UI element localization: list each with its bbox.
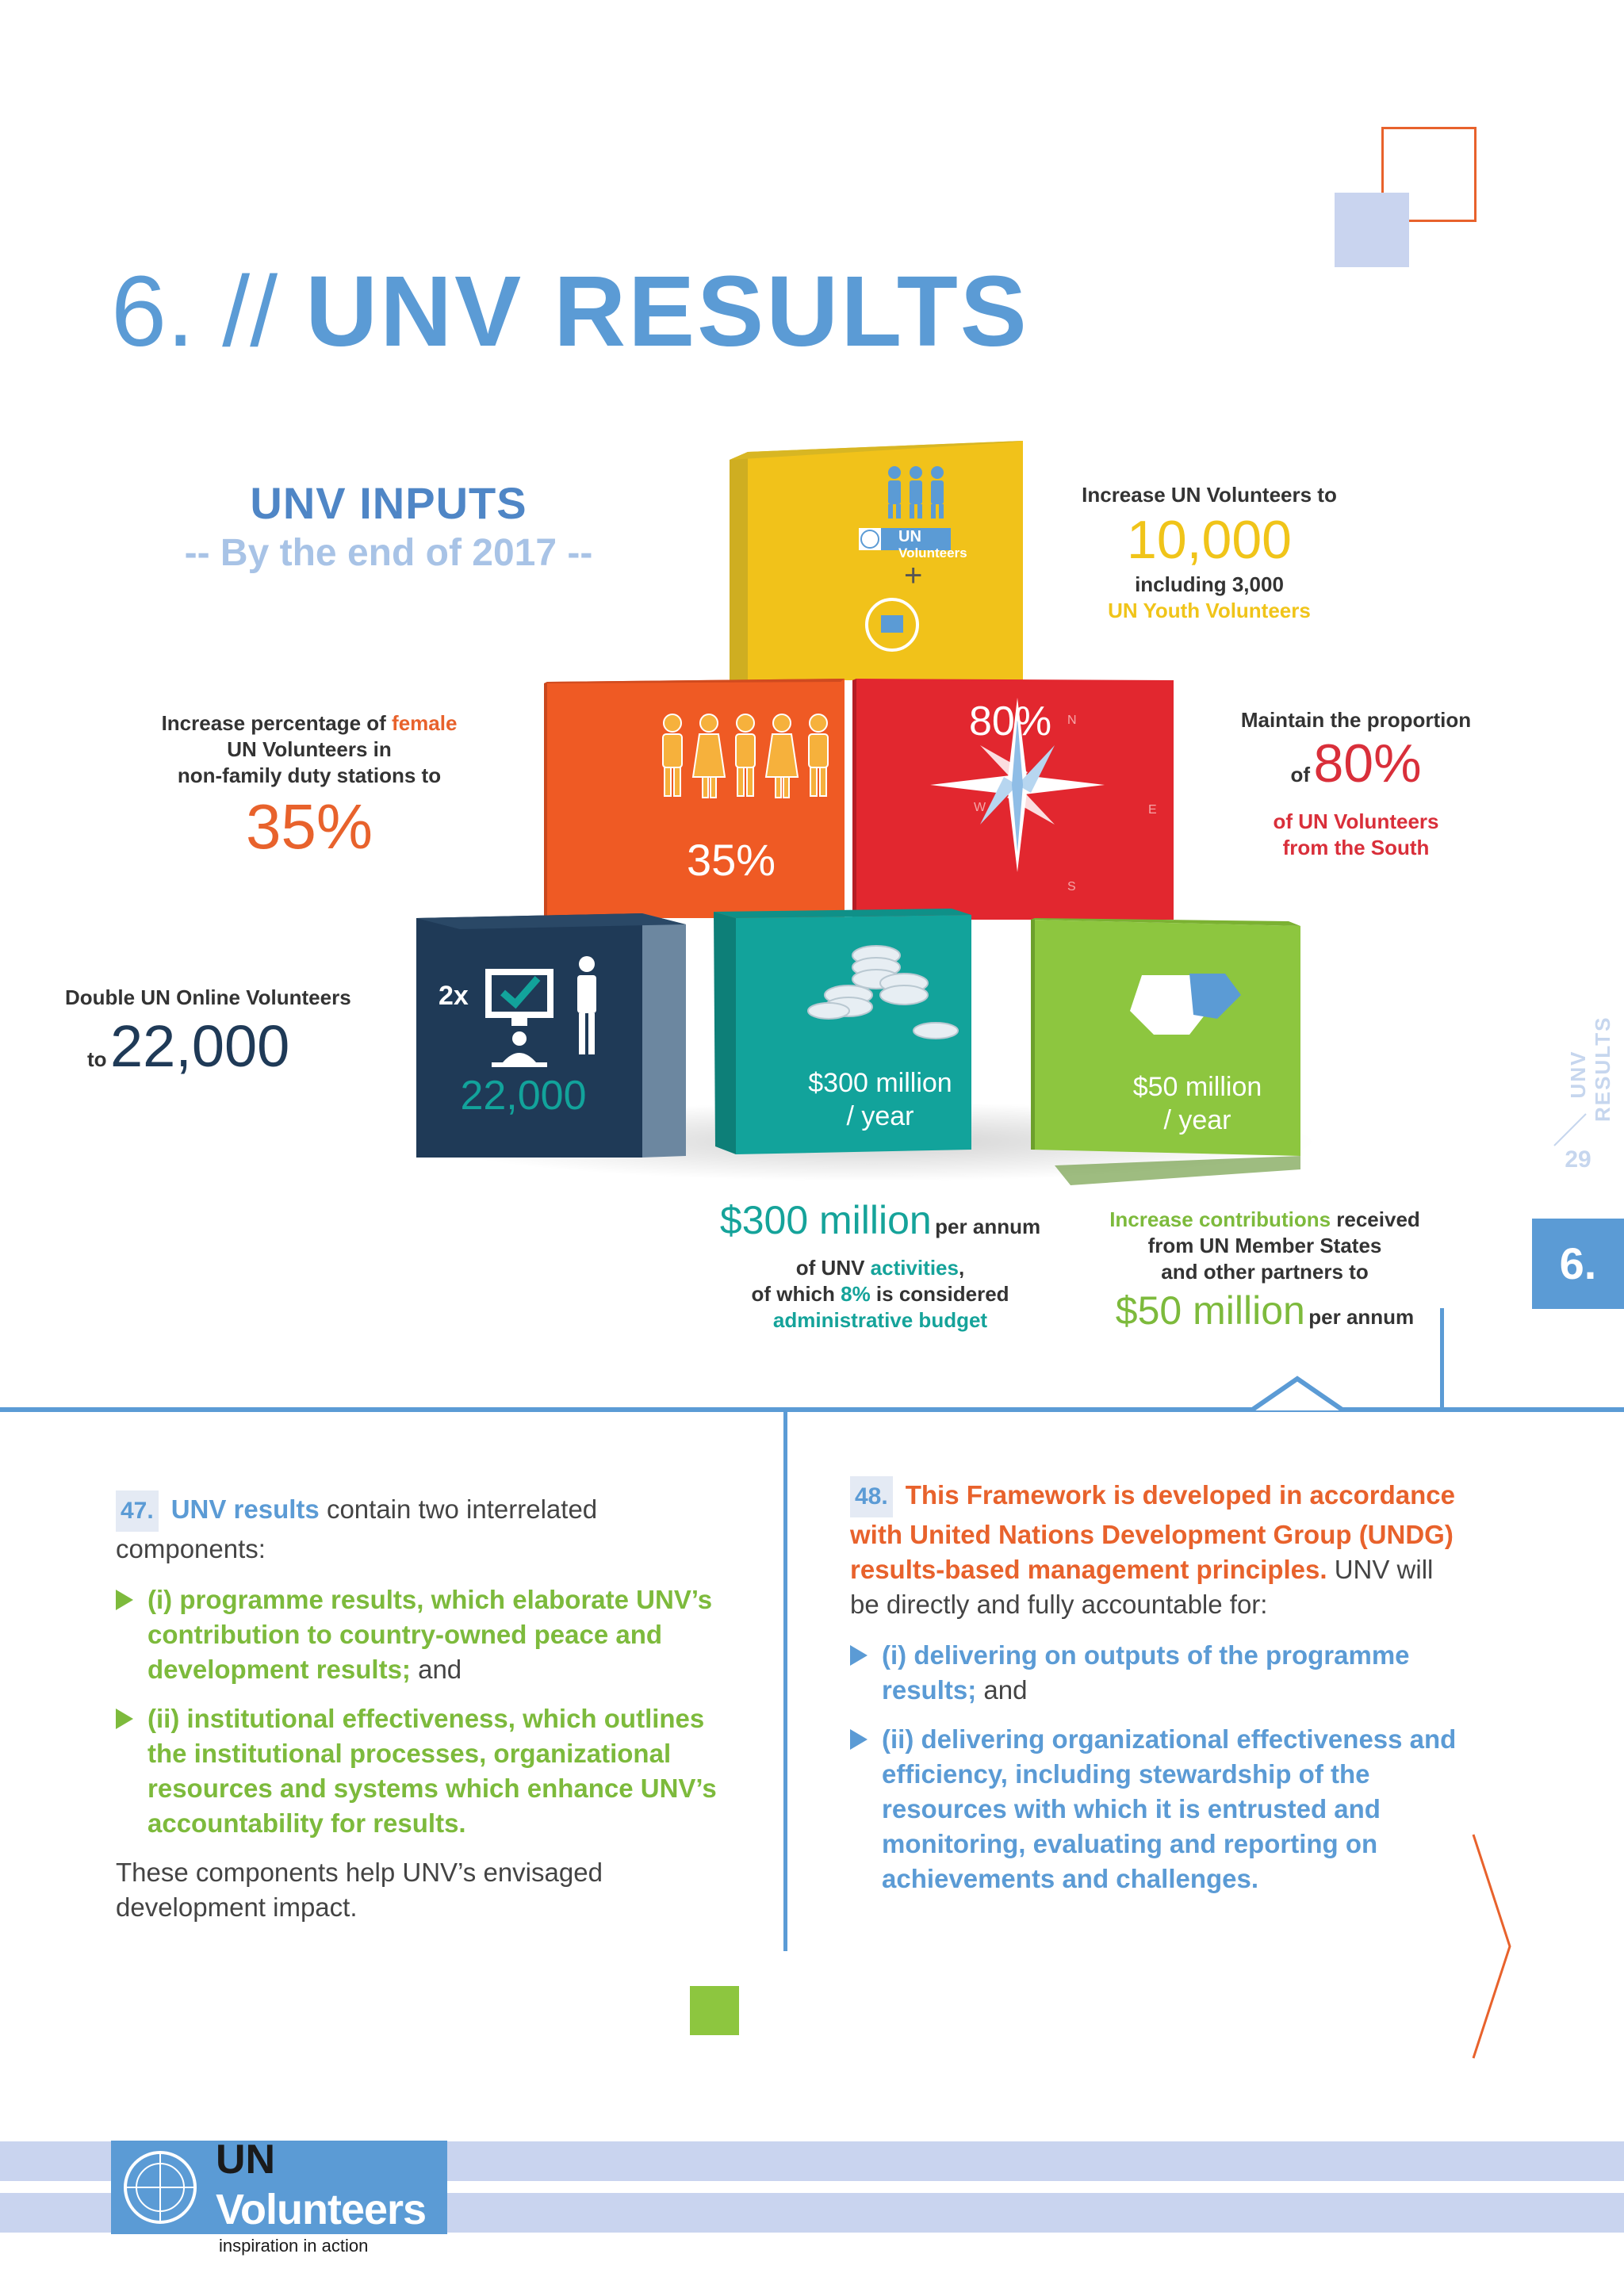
target-contrib-line2: from UN Member States [1147,1234,1382,1257]
compass-e: E [1148,803,1157,817]
green-cube-label-2: / year [1163,1105,1231,1135]
column-divider [783,1412,787,1951]
paragraph-48-lead-rest: UNV will be directly and fully accountable for: [850,1555,1434,1619]
target-contrib-value: $50 million [1115,1288,1305,1333]
paragraph-48-bullet1-rest: and [976,1675,1028,1705]
footer-tagline: inspiration in action [219,2236,369,2256]
compass-s: S [1067,880,1076,894]
target-budget-line2c: is considered [870,1282,1009,1306]
bullet-icon [116,1709,133,1729]
target-online-value: 22,000 [110,1013,290,1079]
decor-green-square [690,1986,739,2035]
target-budget-line1a: of UNV [795,1256,871,1280]
page-number: 29 [1565,1146,1591,1173]
target-online-to: to [87,1047,107,1071]
logo-volunteers-mini: Volunteers [898,545,967,561]
section-divider [0,1407,1624,1412]
green-cube-label-1: $50 million [1132,1072,1262,1102]
paragraph-48 [850,1476,1469,1896]
footer-logo-un: UN [216,2137,276,2183]
navy-cube-2x: 2x [439,981,469,1011]
section-tab[interactable]: 6. [1532,1219,1624,1309]
target-south-line3: from the South [1282,836,1430,859]
target-budget-per: per annum [935,1215,1041,1238]
target-contrib-line3: and other partners to [1161,1260,1369,1284]
footer-logo-volunteers: Volunteers [216,2186,427,2233]
target-female-value: 35% [245,791,373,862]
decor-filled-square [1335,193,1409,267]
target-contrib-per: per annum [1308,1305,1415,1329]
plus-sign: + [904,558,923,593]
teal-cube-label-2: / year [846,1101,914,1131]
paragraph-47-bullet1-bold: (i) programme results, which elaborate UNV’s contribution to country-owned peace and development results; [147,1585,713,1684]
divider-notch [1250,1374,1345,1412]
paragraph-47-lead-bold: UNV results [170,1494,320,1524]
target-female-line1a: Increase percentage of [161,711,393,735]
target-south [1213,707,1499,861]
target-south-value: 80% [1313,733,1422,794]
target-female [127,710,492,865]
target-south-line2: of UN Volunteers [1273,809,1439,833]
target-volunteers-line2: including 3,000 [1135,572,1284,596]
target-budget-line2a: of which [751,1282,841,1306]
logo-un-mini: UN [898,528,921,545]
paragraph-48-bullet2-bold: (ii) delivering organizational effectiveness and efficiency, including stewardship of the resources with which it is entrusted and monitoring, evaluating and reporting on achievements and challenges. [882,1724,1457,1893]
title-word: UNV RESULTS [305,255,1029,367]
page-title [111,252,1029,371]
target-budget-line1c: , [958,1256,965,1280]
compass-w: W [974,801,986,814]
target-south-of: of [1290,763,1310,786]
target-budget-line3: administrative budget [772,1308,988,1332]
target-female-line3: non-family duty stations to [177,763,442,787]
target-contrib [1094,1207,1435,1346]
sidebar-slash [1550,1110,1590,1150]
bullet-icon [116,1590,133,1610]
target-budget-value: $300 million [719,1198,932,1242]
paragraph-48-number: 48. [850,1476,893,1517]
navy-cube [416,913,686,1158]
paragraph-47-number: 47. [116,1490,159,1532]
target-female-line2: UN Volunteers in [227,737,392,761]
compass-n: N [1067,714,1077,727]
target-volunteers [1055,482,1364,624]
bullet-icon [850,1729,868,1750]
target-budget-line1b: activities [870,1256,959,1280]
inputs-heading: UNV INPUTS [250,478,527,528]
next-page-chevron-icon[interactable] [1467,1831,1515,2061]
sidebar-section-label: UNV RESULTS [1566,1016,1614,1122]
teal-cube-label-1: $300 million [808,1068,952,1098]
target-budget-line2b: 8% [841,1282,871,1306]
green-cube [1031,918,1300,1185]
target-volunteers-line3: UN Youth Volunteers [1108,599,1311,622]
target-contrib-line1a: Increase contributions [1109,1207,1331,1231]
target-contrib-line1b: received [1331,1207,1420,1231]
target-volunteers-line1: Increase UN Volunteers to [1082,483,1337,507]
un-emblem-icon [111,2141,209,2234]
title-number: 6. // [111,255,306,367]
connector-line [1440,1308,1444,1410]
paragraph-48-bullet1-bold: (i) delivering on outputs of the programme results; [882,1640,1410,1705]
target-online-line1: Double UN Online Volunteers [65,985,351,1009]
orange-cube-label: 35% [686,835,776,885]
navy-cube-label: 22,000 [460,1073,587,1119]
paragraph-47-bullet2-bold: (ii) institutional effectiveness, which outlines the institutional processes, organizational resources and systems which enhance UNV’s accountability for results. [147,1704,717,1838]
target-online [65,985,398,1099]
inputs-subheading: -- By the end of 2017 -- [184,532,593,574]
target-female-line1b: female [392,711,458,735]
paragraph-47-closing: These components help UNV’s envisaged development impact. [116,1858,603,1922]
bullet-icon [850,1645,868,1666]
paragraph-47 [116,1490,742,1925]
target-south-line1: Maintain the proportion [1240,708,1472,732]
paragraph-47-bullet1-rest: and [410,1655,462,1684]
paragraph-48-lead-bold: This Framework is developed in accordance with United Nations Development Group (UNDG) results-based management principles. [850,1480,1455,1584]
red-cube-label: 80% [969,698,1052,744]
paragraph-47-lead-rest: contain two interrelated components: [116,1494,598,1563]
target-volunteers-value: 10,000 [1127,510,1292,570]
target-budget [698,1196,1063,1334]
